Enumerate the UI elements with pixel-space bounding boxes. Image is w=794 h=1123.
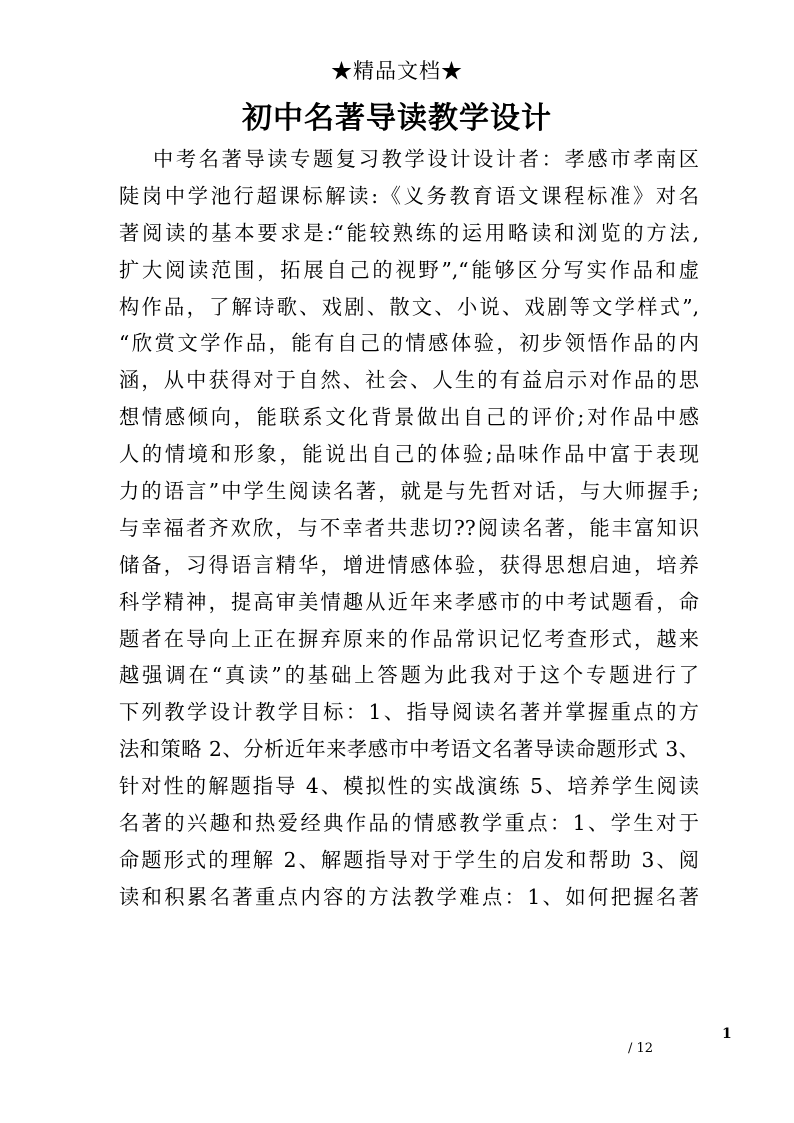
body-line: 人的情境和形象，能说出自己的体验;品味作品中富于表现 <box>119 442 699 467</box>
body-line: 中考名著导读专题复习教学设计设计者：孝感市孝南区 <box>153 147 699 171</box>
body-line: 科学精神，提高审美情趣从近年来孝感市的中考试题看，命 <box>119 589 699 614</box>
body-line: 读和积累名著重点内容的方法教学难点：1、如何把握名著 <box>119 884 699 909</box>
body-line: 想情感倾向，能联系文化背景做出自己的评价;对作品中感 <box>119 405 699 430</box>
body-line: 著阅读的基本要求是:“能较熟练的运用略读和浏览的方法, <box>119 220 699 245</box>
body-line: 法和策略 2、分析近年来孝感市中考语文名著导读命题形式 3、 <box>119 737 699 762</box>
body-line: 题者在导向上正在摒弃原来的作品常识记忆考查形式，越来 <box>119 626 699 651</box>
body-line: 命题形式的理解 2、解题指导对于学生的启发和帮助 3、阅 <box>119 847 699 872</box>
body-line: 与幸福者齐欢欣，与不幸者共悲切??阅读名著，能丰富知识 <box>119 515 699 540</box>
page-total: / 12 <box>628 1041 654 1056</box>
body-line: 涵，从中获得对于自然、社会、人生的有益启示对作品的思 <box>119 368 699 393</box>
page-number: 1 <box>722 1026 732 1042</box>
body-line: 力的语言”中学生阅读名著，就是与先哲对话，与大师握手; <box>119 479 699 504</box>
body-line: 构作品，了解诗歌、戏剧、散文、小说、戏剧等文学样式”, <box>119 294 699 319</box>
body-line: “欣赏文学作品，能有自己的情感体验，初步领悟作品的内 <box>119 331 699 356</box>
document-header: ★精品文档★ <box>331 59 463 83</box>
body-line: 针对性的解题指导 4、模拟性的实战演练 5、培养学生阅读 <box>119 774 699 799</box>
body-line: 陡岗中学池行超课标解读:《义务教育语文课程标准》对名 <box>119 183 699 208</box>
body-line: 扩大阅读范围，拓展自己的视野”,“能够区分写实作品和虚 <box>119 257 699 282</box>
body-line: 越强调在“真读”的基础上答题为此我对于这个专题进行了 <box>119 663 699 688</box>
body-line: 下列教学设计教学目标：1、指导阅读名著并掌握重点的方 <box>119 700 699 725</box>
body-line: 储备，习得语言精华，增进情感体验，获得思想启迪，培养 <box>119 552 699 577</box>
body-line: 名著的兴趣和热爱经典作品的情感教学重点：1、学生对于 <box>119 811 699 836</box>
document-body <box>119 141 699 916</box>
document-title: 初中名著导读教学设计 <box>242 101 552 136</box>
